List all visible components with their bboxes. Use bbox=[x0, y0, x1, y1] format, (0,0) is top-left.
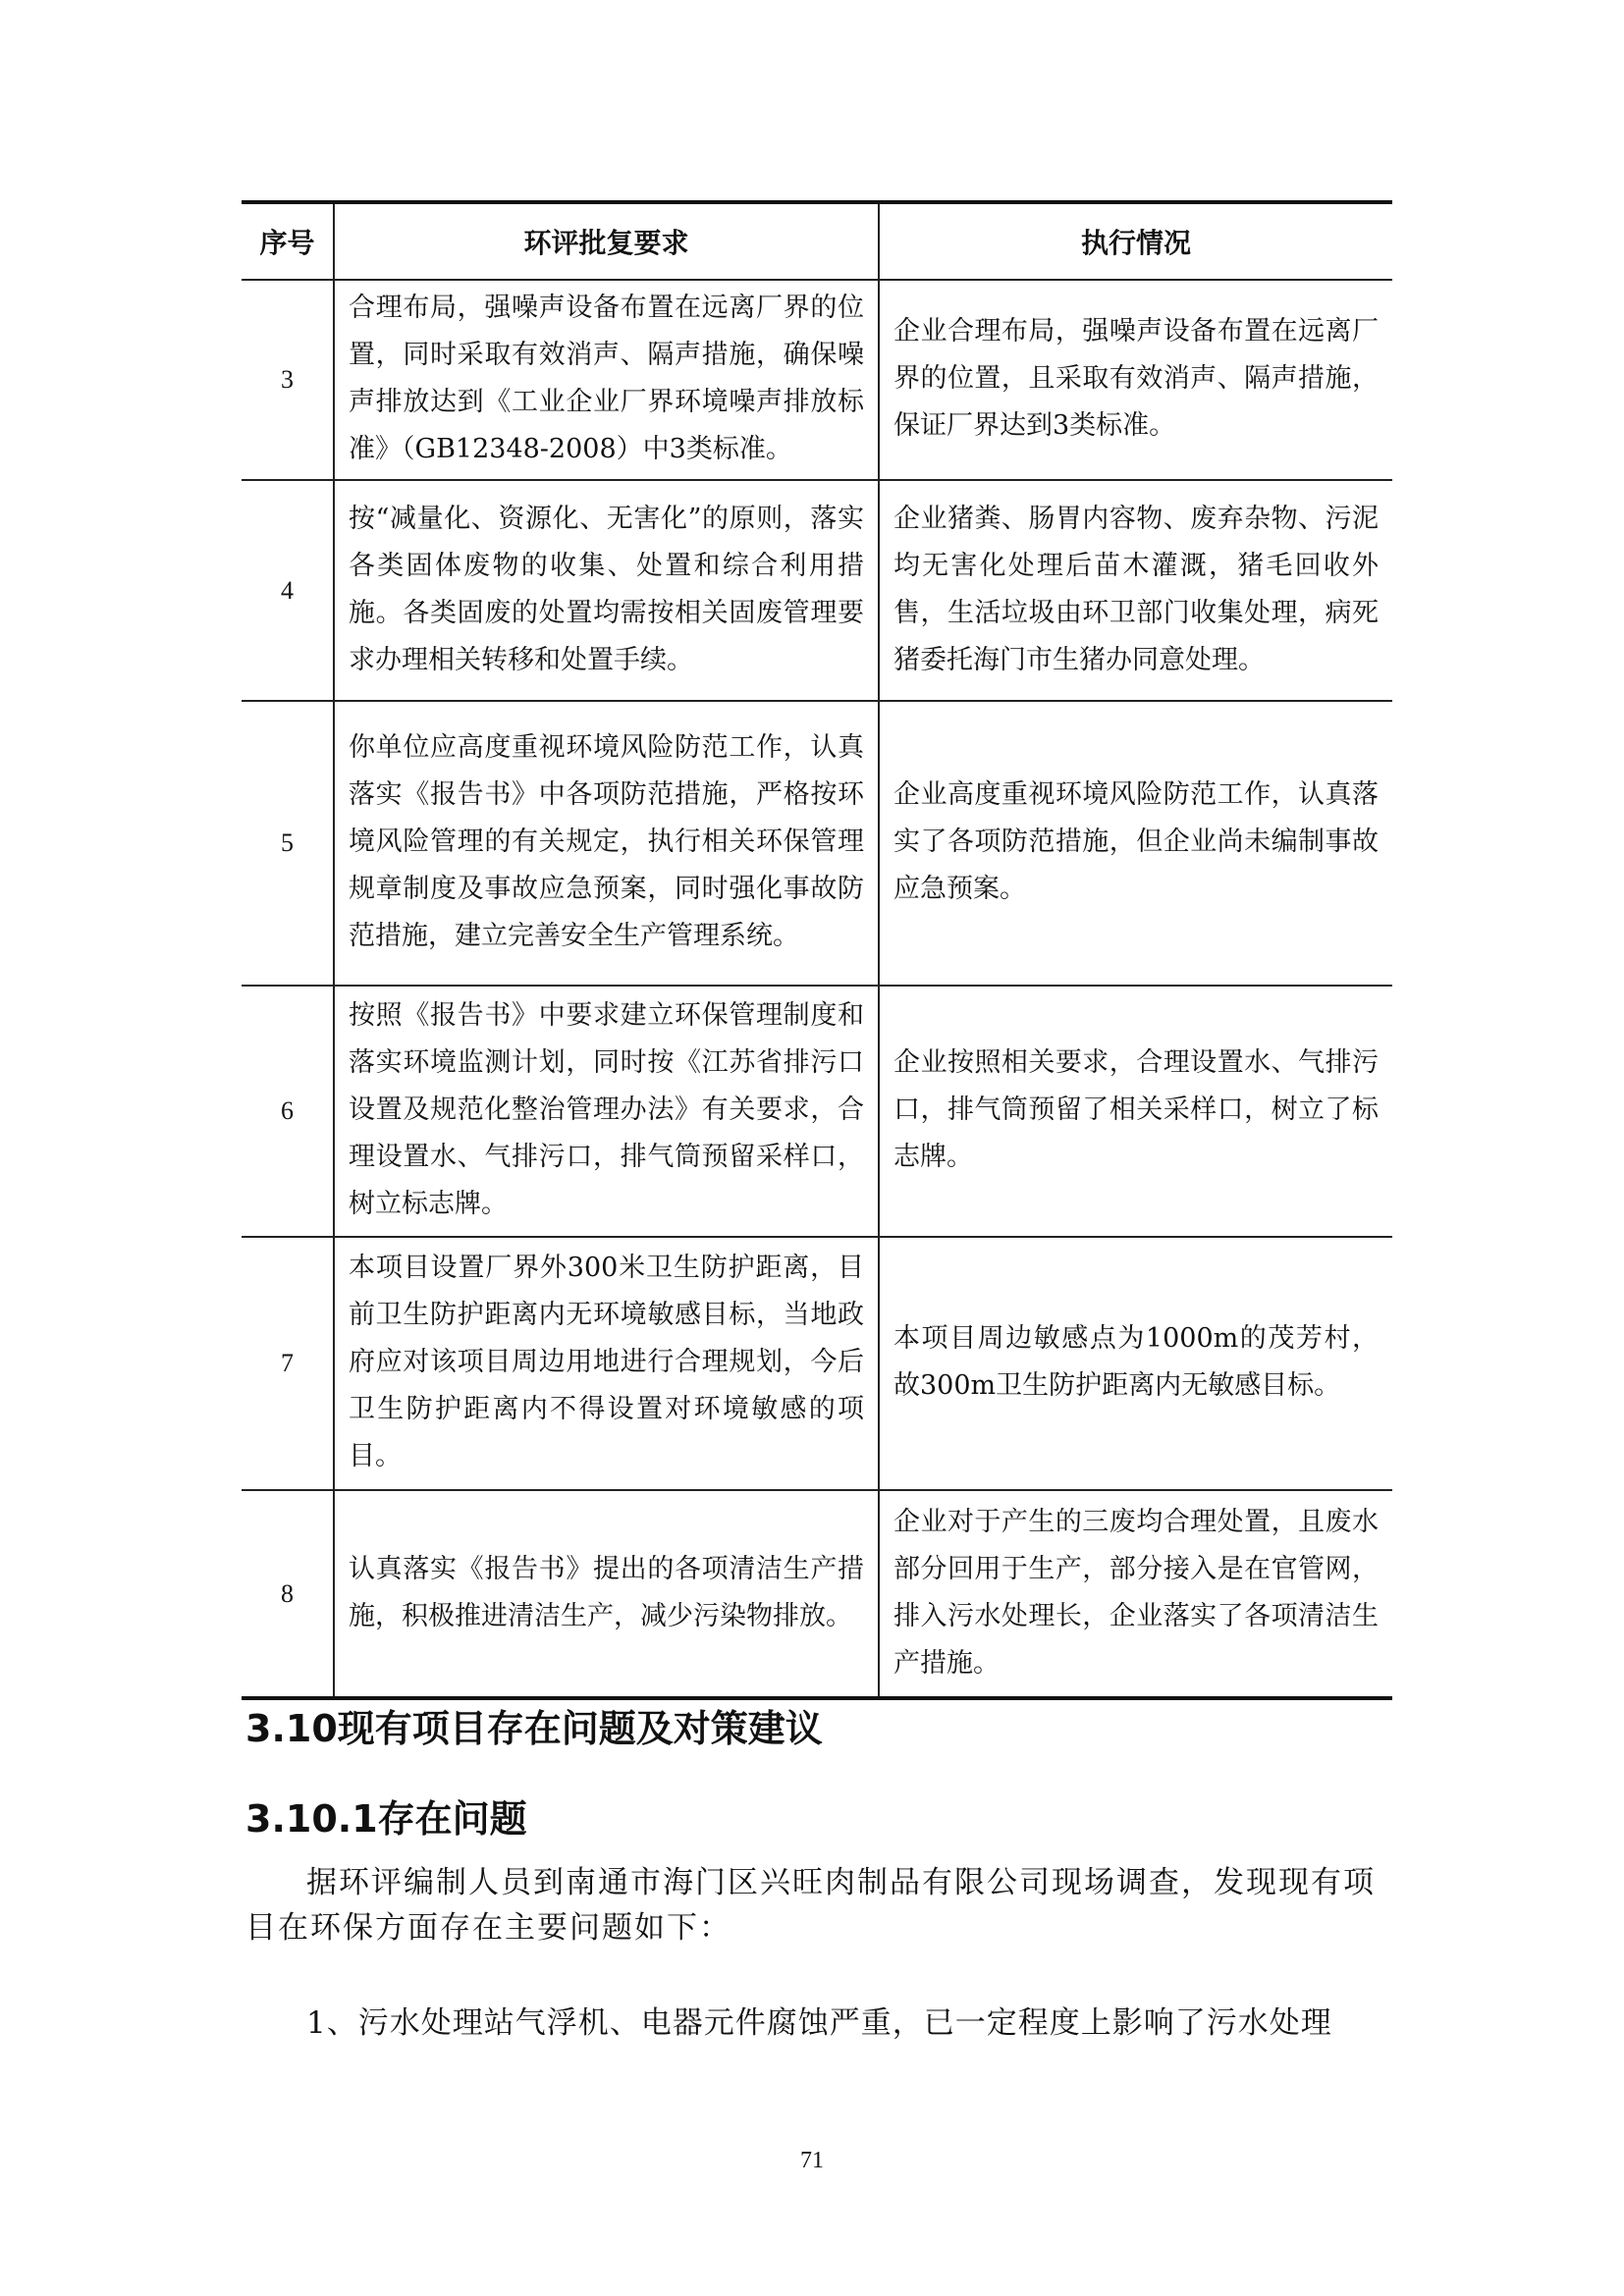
row-number: 6 bbox=[242, 986, 334, 1237]
row-number: 3 bbox=[242, 280, 334, 480]
row-status: 企业猪粪、肠胃内容物、废弃杂物、污泥均无害化处理后苗木灌溉，猪毛回收外售，生活垃圾由环卫部门收集处理，病死猪委托海门市生猪办同意处理。 bbox=[879, 480, 1392, 701]
row-number: 5 bbox=[242, 701, 334, 986]
row-status: 企业合理布局，强噪声设备布置在远离厂界的位置，且采取有效消声、隔声措施，保证厂界达到3类标准。 bbox=[879, 280, 1392, 480]
row-status: 本项目周边敏感点为1000m的茂芳村，故300m卫生防护距离内无敏感目标。 bbox=[879, 1237, 1392, 1490]
row-number: 8 bbox=[242, 1490, 334, 1698]
page-number: 71 bbox=[800, 2148, 824, 2173]
row-requirement: 认真落实《报告书》提出的各项清洁生产措施，积极推进清洁生产，减少污染物排放。 bbox=[334, 1490, 879, 1698]
table-header-row bbox=[242, 202, 1392, 280]
row-status: 企业高度重视环境风险防范工作，认真落实了各项防范措施，但企业尚未编制事故应急预案。 bbox=[879, 701, 1392, 986]
table-row bbox=[242, 280, 1392, 480]
header-serial-number: 序号 bbox=[242, 202, 334, 280]
table-row bbox=[242, 701, 1392, 986]
header-approval-requirement: 环评批复要求 bbox=[334, 202, 879, 280]
section-heading: 3.10现有项目存在问题及对策建议 bbox=[245, 1707, 823, 1750]
row-requirement: 本项目设置厂界外300米卫生防护距离，目前卫生防护距离内无环境敏感目标，当地政府应对该项目周边用地进行合理规划，今后卫生防护距离内不得设置对环境敏感的项目。 bbox=[334, 1237, 879, 1490]
row-requirement: 按照《报告书》中要求建立环保管理制度和落实环境监测计划，同时按《江苏省排污口设置及规范化整治管理办法》有关要求，合理设置水、气排污口，排气筒预留采样口，树立标志牌。 bbox=[334, 986, 879, 1237]
row-status: 企业对于产生的三废均合理处置，且废水部分回用于生产，部分接入是在官管网，排入污水处理长，企业落实了各项清洁生产措施。 bbox=[879, 1490, 1392, 1698]
header-execution-status: 执行情况 bbox=[879, 202, 1392, 280]
row-requirement: 按“减量化、资源化、无害化”的原则，落实各类固体废物的收集、处置和综合利用措施。各类固废的处置均需按相关固废管理要求办理相关转移和处置手续。 bbox=[334, 480, 879, 701]
table-row bbox=[242, 1237, 1392, 1490]
row-number: 7 bbox=[242, 1237, 334, 1490]
approval-requirements-table bbox=[242, 200, 1392, 1700]
body-paragraph-item: 1、污水处理站气浮机、电器元件腐蚀严重，已一定程度上影响了污水处理 bbox=[306, 2005, 1332, 2041]
table-row bbox=[242, 1490, 1392, 1698]
row-number: 4 bbox=[242, 480, 334, 701]
table-row bbox=[242, 480, 1392, 701]
body-paragraph: 据环评编制人员到南通市海门区兴旺肉制品有限公司现场调查，发现现有项目在环保方面存在主要问题如下： bbox=[245, 1865, 1376, 1946]
subsection-heading: 3.10.1存在问题 bbox=[245, 1797, 527, 1841]
table-row bbox=[242, 986, 1392, 1237]
row-status: 企业按照相关要求，合理设置水、气排污口，排气筒预留了相关采样口，树立了标志牌。 bbox=[879, 986, 1392, 1237]
row-requirement: 你单位应高度重视环境风险防范工作，认真落实《报告书》中各项防范措施，严格按环境风险管理的有关规定，执行相关环保管理规章制度及事故应急预案，同时强化事故防范措施，建立完善安全生产管理系统。 bbox=[334, 701, 879, 986]
row-requirement: 合理布局，强噪声设备布置在远离厂界的位置，同时采取有效消声、隔声措施，确保噪声排放达到《工业企业厂界环境噪声排放标准》（GB12348-2008）中3类标准。 bbox=[334, 280, 879, 480]
